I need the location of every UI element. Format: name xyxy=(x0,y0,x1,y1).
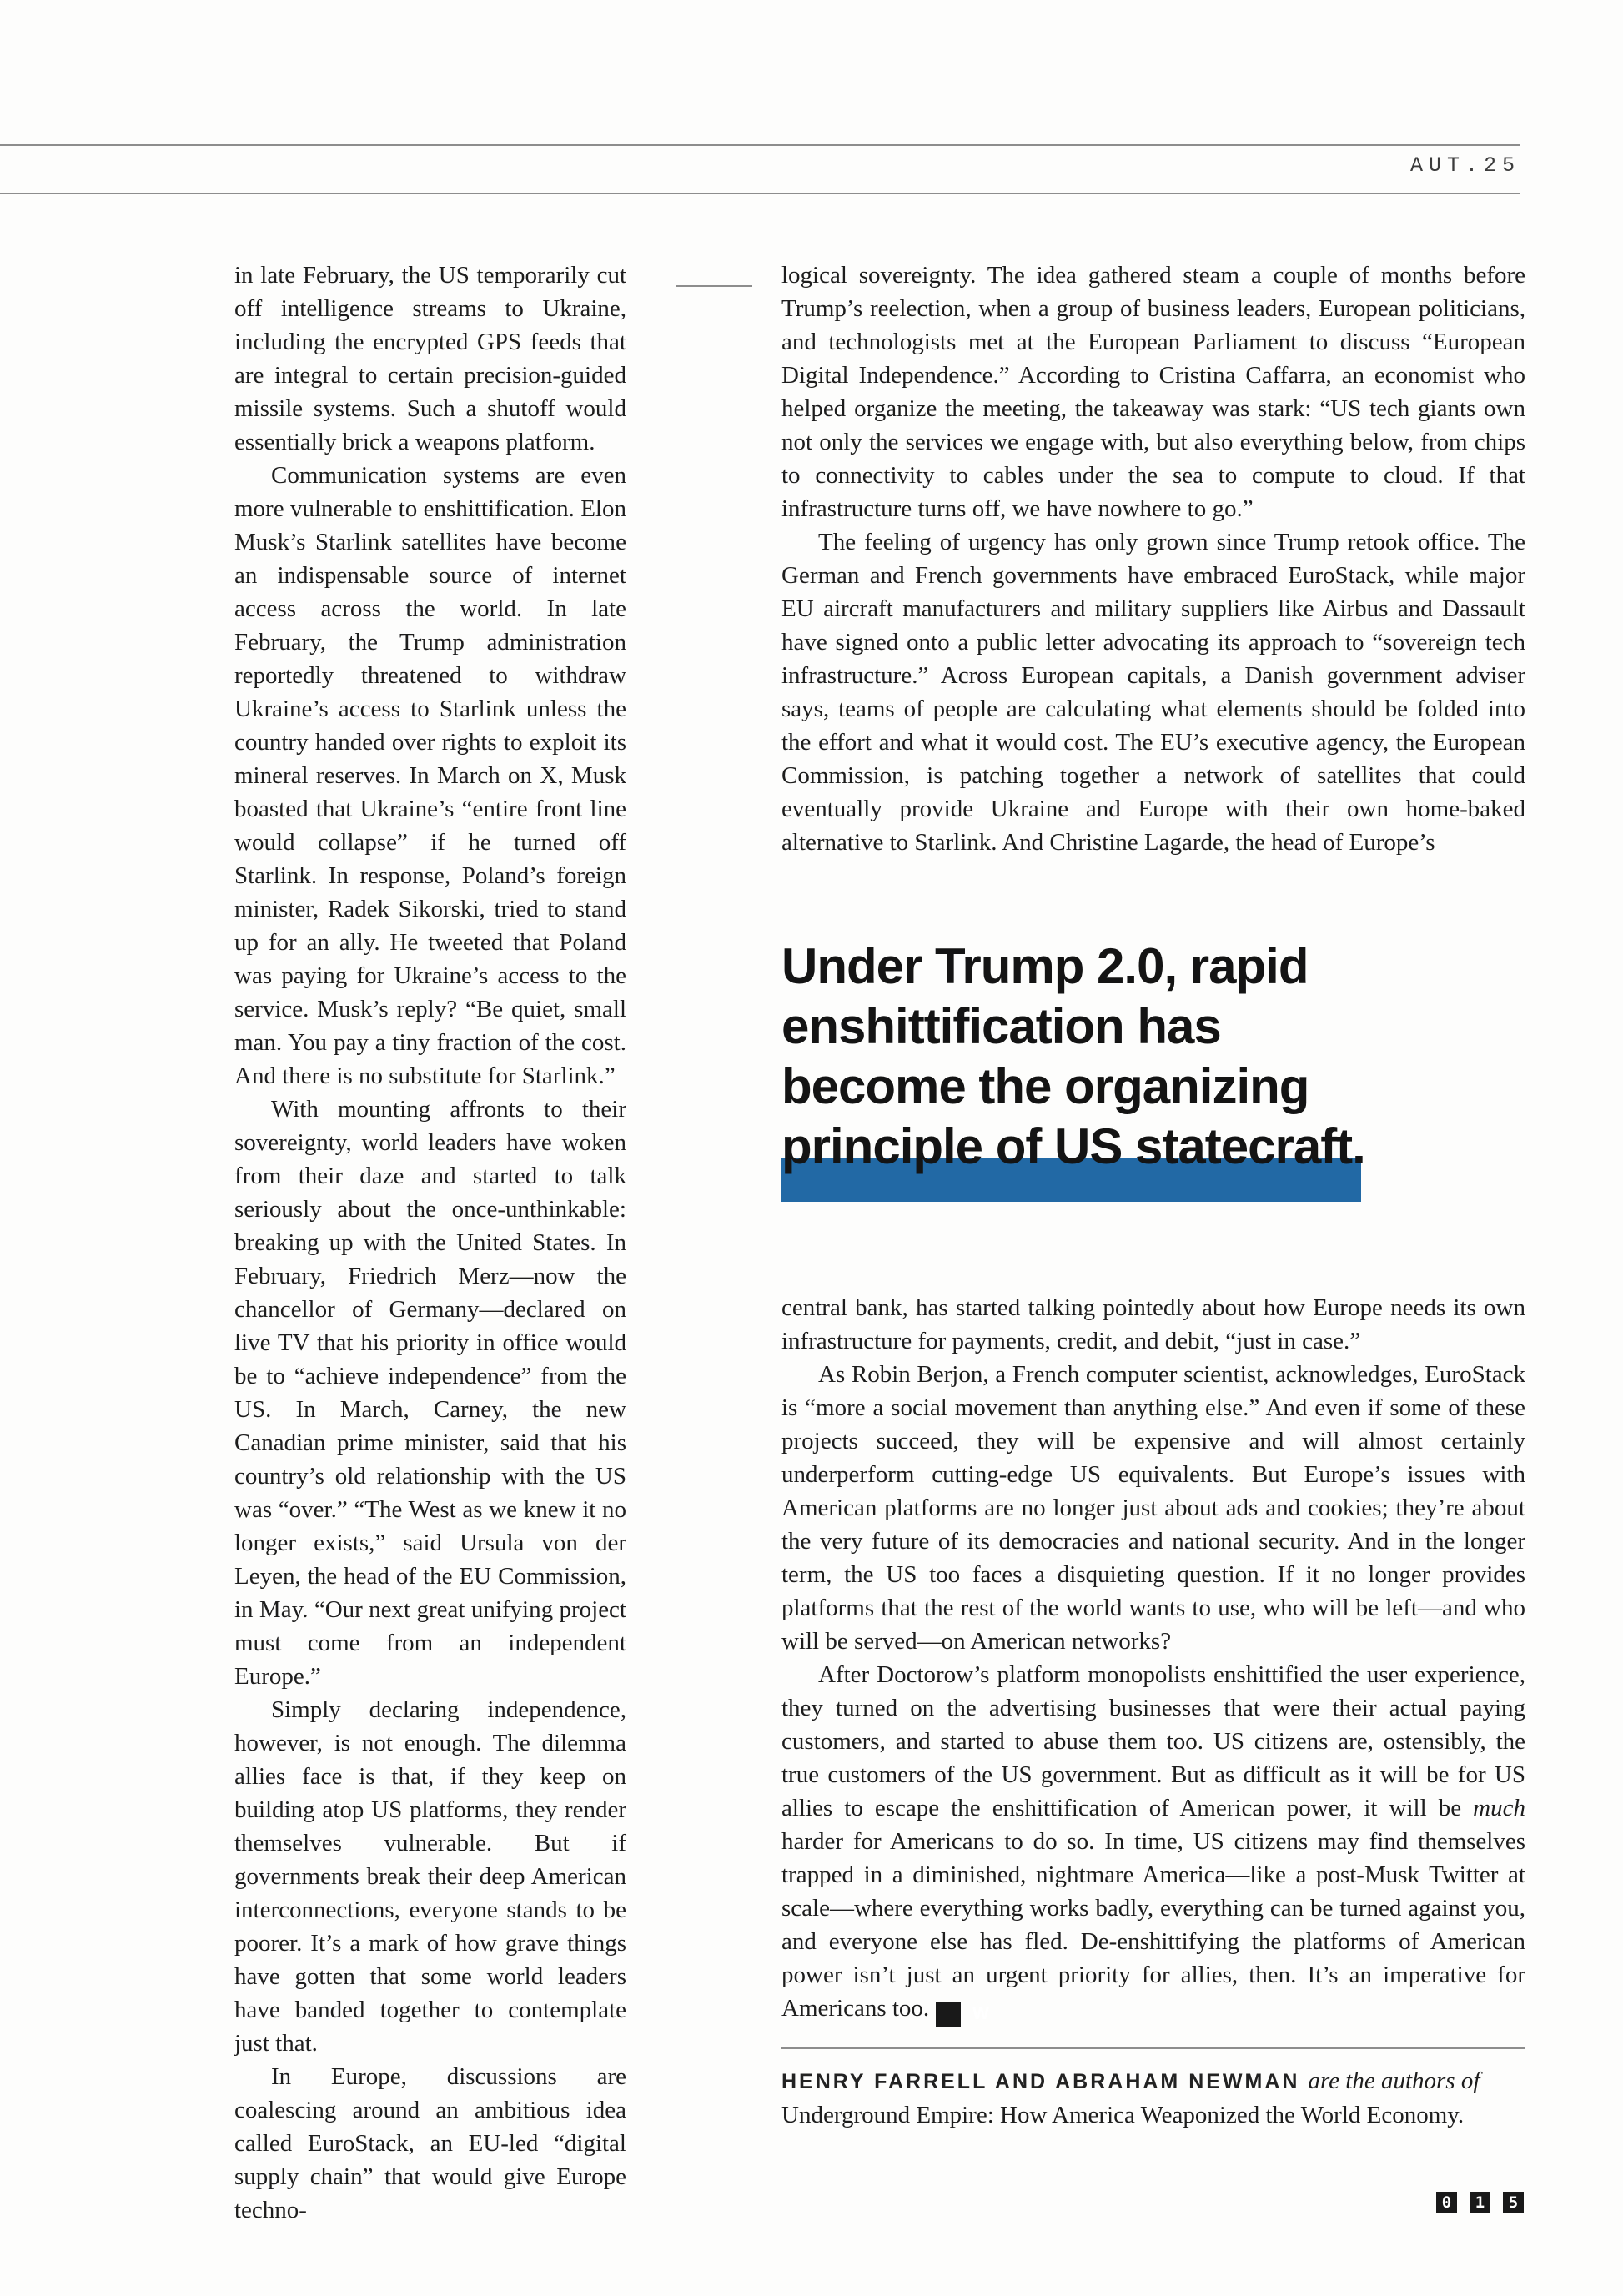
pull-quote-line: become the organizing xyxy=(781,1058,1309,1114)
top-rule-upper xyxy=(0,144,1520,146)
body-paragraph: in late February, the US temporarily cut off intelligence streams to Ukraine, including the encrypted GPS feeds that are integral to certain precision-guided missile systems. Such a shutoff would essentially brick a weapons platform. xyxy=(234,262,626,455)
right-column xyxy=(781,259,1525,2133)
body-paragraph: Communication systems are even more vulnerable to enshittification. Elon Musk’s Starlink satellites have become an indispensable source of internet access across the world. In late February, the Trump administration reportedly threatened to withdraw Ukraine’s access to Starlink unless the country handed over rights to exploit its mineral reserves. In March on X, Musk boasted that Ukraine’s “entire front line would collapse” if he turned off Starlink. In response, Poland’s foreign minister, Radek Sikorski, tried to stand up for an ally. He tweeted that Poland was paying for Ukraine’s access to the service. Musk’s reply? “Be quiet, small man. You pay a tiny fraction of the cost. And there is no substitute for Starlink.” xyxy=(234,462,626,1089)
pull-quote-line: enshittification has xyxy=(781,998,1221,1054)
final-paragraph-text: After Doctorow’s platform monopolists enshittified the user experience, they turned on the advertising businesses that were their actual paying customers, and started to abuse them too. US citizens are, ostensibly, the true customers of the US government. But as difficult as it will be for US allies to escape the enshittification of American power, it will be xyxy=(781,1661,1525,1821)
byline-role: are the authors of xyxy=(1308,2067,1480,2094)
wired-endmark-icon: W xyxy=(936,2002,961,2027)
byline-rule xyxy=(781,2047,1525,2049)
body-paragraph: With mounting affronts to their sovereignty, world leaders have woken from their daze and started to talk seriously about the once-unthinkable: breaking up with the United States. In February, Friedrich Merz—now the chancellor of Germany—declared on live TV that his priority in office would be to “achieve independence” from the US. In March, Carney, the new Canadian prime minister, said that his country’s old relationship with the US was “over.” “The West as we knew it no longer exists,” said Ursula von der Leyen, the head of the EU Commission, in May. “Our next great unifying project must come from an independent Europe.” xyxy=(234,1096,626,1690)
final-paragraph-emphasis: much xyxy=(1473,1795,1525,1821)
body-paragraph: As Robin Berjon, a French computer scientist, acknowledges, EuroStack is “more a social movement than anything else.” And even if some of these projects succeed, they will be expensive and will almost certainly underperform cutting-edge US equivalents. But Europe’s issues with American platforms are no longer just about ads and cookies; they’re about the very future of its democracies and national security. And in the longer term, the US too faces a disquieting question. If it no longer provides platforms that the rest of the world wants to use, who will be left—and who will be served—on American networks? xyxy=(781,1361,1525,1655)
page-number-digit: 5 xyxy=(1503,2192,1524,2213)
byline xyxy=(781,2064,1525,2133)
pull-quote-line: Under Trump 2.0, rapid xyxy=(781,938,1309,994)
page-number-digit: 0 xyxy=(1436,2192,1457,2213)
body-paragraph: The feeling of urgency has only grown since Trump retook office. The German and French governments have embraced EuroStack, while major EU aircraft manufacturers and military suppliers like Airbus and Dassault have signed onto a public letter advocating its approach to “sovereign tech infrastructure.” Across European capitals, a Danish government adviser says, teams of people are calculating what elements should be folded into the effort and what it would cost. The EU’s executive agency, the European Commission, is patching together a network of satellites that could eventually provide Ukraine and Europe with their own home-baked alternative to Starlink. And Christine Lagarde, the head of Europe’s xyxy=(781,529,1525,856)
pull-quote xyxy=(781,937,1399,1177)
body-paragraph: Simply declaring independence, however, is not enough. The dilemma allies face is that, if they keep on building atop US platforms, they render themselves vulnerable. But if governments break their deep American interconnections, everyone stands to be poorer. It’s a mark of how grave things have gotten that some world leaders have banded together to contemplate just that. xyxy=(234,1696,626,2057)
byline-book-title: Underground Empire: How America Weaponized the World Economy. xyxy=(781,2102,1465,2128)
page-number-digit: 1 xyxy=(1470,2192,1490,2213)
final-paragraph-text: harder for Americans to do so. In time, US citizens may find themselves trapped in a diminished, nightmare America—like a post-Musk Twitter at scale—where everything works badly, everything can be turned against you, and everyone else has fled. De-enshittifying the platforms of American power isn’t just an urgent priority for allies, then. It’s an imperative for Americans too. xyxy=(781,1828,1525,2022)
byline-author-names: HENRY FARRELL AND ABRAHAM NEWMAN xyxy=(781,2070,1300,2093)
body-paragraph: In Europe, discussions are coalescing around an ambitious idea called EuroStack, an EU-led “digital supply chain” that would give Europe techno- xyxy=(234,2063,626,2223)
column-divider-dash xyxy=(676,285,752,287)
pull-quote-line: principle of US statecraft. xyxy=(781,1118,1365,1174)
page-number xyxy=(1436,2192,1524,2213)
body-paragraph: logical sovereignty. The idea gathered steam a couple of months before Trump’s reelection, when a group of business leaders, European politicians, and technologists met at the European Parliament to discuss “European Digital Independence.” According to Cristina Caffarra, an economist who helped organize the meeting, the takeaway was stark: “US tech giants own not only the services we engage with, but also everything below, from chips to connectivity to cables under the sea to compute to cloud. If that infrastructure turns off, we have nowhere to go.” xyxy=(781,262,1525,522)
byline-authors-line xyxy=(781,2064,1525,2098)
left-column xyxy=(234,259,626,2227)
body-paragraph: central bank, has started talking pointedly about how Europe needs its own infrastructure for payments, credit, and debit, “just in case.” xyxy=(781,1294,1525,1354)
body-paragraph-final xyxy=(781,1658,1525,2027)
top-rule-lower xyxy=(0,193,1520,194)
issue-folio: AUT.25 xyxy=(1409,153,1520,178)
